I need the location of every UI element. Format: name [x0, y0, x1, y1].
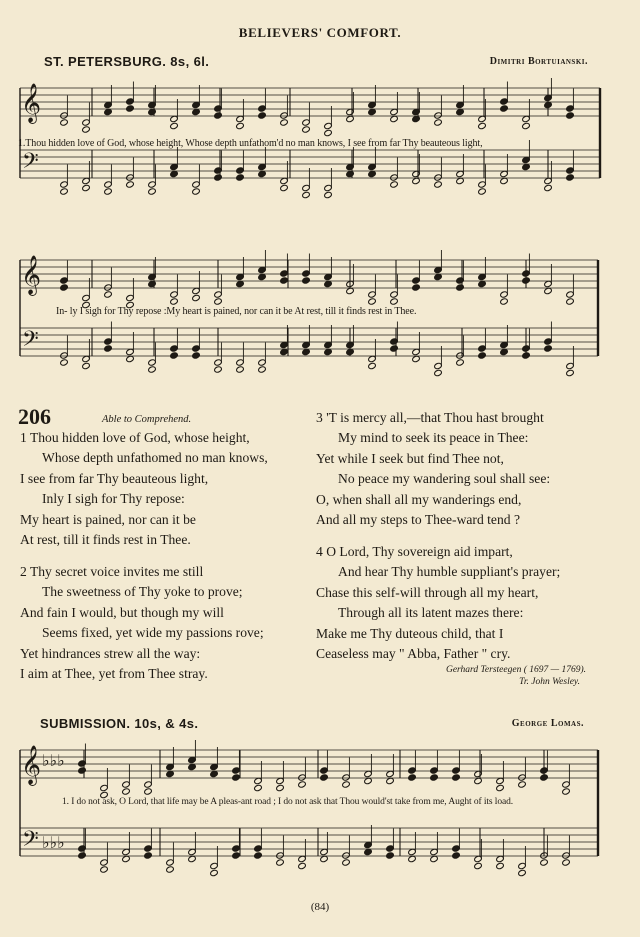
note-head [474, 862, 483, 869]
verse-line: Yet while I seek but find Thee not, [316, 450, 504, 466]
note-head [60, 188, 69, 195]
verse-4 [316, 542, 560, 664]
note-head [280, 277, 289, 284]
note-head [170, 122, 179, 129]
verse-line: O, when shall all my wanderings end, [316, 491, 522, 507]
verse-1 [20, 428, 268, 550]
note-head [192, 294, 201, 301]
note-head [210, 770, 219, 777]
note-head [408, 855, 417, 862]
note-head [214, 298, 223, 305]
note-head [82, 362, 91, 369]
note-head [364, 777, 373, 784]
note-head [412, 177, 421, 184]
verse-line: And fain I would, but though my will [20, 604, 224, 620]
note-head [232, 852, 241, 859]
lyrics-system-1: 1.Thou hidden love of God, whose height, Whose depth unfathom'd no man knows, I see from far Thy beauteous light, [18, 138, 483, 149]
note-head [276, 784, 285, 791]
note-head [126, 181, 135, 188]
note-head [126, 105, 135, 112]
note-head [298, 862, 307, 869]
note-head [496, 784, 505, 791]
note-head [78, 767, 87, 774]
note-head [562, 788, 571, 795]
note-head [522, 352, 531, 359]
hymn-subtitle: Able to Comprehend. [102, 414, 192, 425]
note-head [302, 348, 311, 355]
note-head [104, 345, 113, 352]
note-head [258, 366, 267, 373]
verse-line: My heart is pained, nor can it be [20, 511, 196, 527]
note-head [368, 362, 377, 369]
lyrics-system-2: In- ly I sigh for Thy repose :My heart is pained, nor can it be At rest, till it finds rest in Thee. [56, 306, 417, 317]
note-head [144, 788, 153, 795]
note-head [346, 287, 355, 294]
note-head [390, 345, 399, 352]
flat-icon: ♭♭♭ [42, 751, 65, 770]
note-head [192, 352, 201, 359]
attribution-translator: Tr. John Wesley. [519, 677, 580, 687]
note-head [170, 170, 179, 177]
note-head [412, 115, 421, 122]
lyrics-system-3: 1. I do not ask, O Lord, that life may be A pleas-ant road ; I do not ask that Thou would'st take from me, Aught of its load. [62, 797, 514, 807]
note-head [474, 777, 483, 784]
note-head [298, 781, 307, 788]
note-head [386, 852, 395, 859]
note-head [144, 852, 153, 859]
attribution-author: Gerhard Tersteegen ( 1697 — 1769). [445, 665, 586, 675]
note-head [346, 115, 355, 122]
hymn-number: 206 [18, 404, 51, 429]
note-head [540, 859, 549, 866]
note-head [412, 284, 421, 291]
note-head [280, 348, 289, 355]
note-head [456, 108, 465, 115]
note-head [434, 273, 443, 280]
note-head [478, 280, 487, 287]
verse-3 [316, 408, 550, 530]
note-head [78, 852, 87, 859]
note-head [544, 101, 553, 108]
note-head [236, 366, 245, 373]
note-head [214, 366, 223, 373]
note-head [346, 170, 355, 177]
note-head [544, 287, 553, 294]
note-head [258, 112, 267, 119]
note-head [324, 129, 333, 136]
treble-clef-icon: 𝄞 [21, 83, 42, 123]
note-head [188, 855, 197, 862]
note-head [170, 352, 179, 359]
verse-line: No peace my wandering soul shall see: [338, 471, 551, 487]
verse-line: Make me Thy duteous child, that I [316, 625, 504, 641]
verse-line: 3 'T is mercy all,—that Thou hast brought [316, 410, 544, 425]
verse-line: And all my steps to Thee-ward tend ? [316, 511, 520, 527]
note-head [368, 298, 377, 305]
note-head [566, 174, 575, 181]
note-head [500, 177, 509, 184]
note-head [390, 115, 399, 122]
note-head [408, 774, 417, 781]
verse-line: 2 Thy secret voice invites me still [20, 564, 204, 579]
verse-line: Seems fixed, yet wide my passions rove; [42, 625, 264, 641]
verse-line: I see from far Thy beauteous light, [20, 470, 209, 486]
note-head [368, 108, 377, 115]
running-head: BELIEVERS' COMFORT. [238, 25, 402, 40]
note-head [104, 108, 113, 115]
note-head [496, 862, 505, 869]
note-head [302, 126, 311, 133]
bass-clef-icon: 𝄢 [22, 827, 39, 857]
verse-2 [20, 562, 264, 684]
note-head [430, 774, 439, 781]
note-head [60, 359, 69, 366]
note-head [324, 280, 333, 287]
verse-line: Inly I sigh for Thy repose: [42, 491, 185, 507]
note-head [148, 108, 157, 115]
verse-line: Through all its latent mazes there: [338, 605, 524, 621]
note-head [258, 273, 267, 280]
treble-clef-icon: 𝄞 [21, 255, 42, 295]
verse-line: At rest, till it finds rest in Thee. [20, 531, 191, 547]
note-head [544, 184, 553, 191]
note-head [320, 855, 329, 862]
note-head [126, 355, 135, 362]
note-head [500, 348, 509, 355]
note-head [566, 369, 575, 376]
verse-line: And hear Thy humble suppliant's prayer; [338, 564, 561, 580]
composer-name: Dimitri Bortuianski. [489, 56, 588, 67]
note-head [346, 348, 355, 355]
note-head [148, 366, 157, 373]
note-head [254, 852, 263, 859]
note-head [430, 855, 439, 862]
note-head [324, 191, 333, 198]
note-head [214, 174, 223, 181]
note-head [456, 284, 465, 291]
note-head [192, 108, 201, 115]
note-head [390, 298, 399, 305]
verse-line: 1 Thou hidden love of God, whose height, [20, 430, 250, 445]
verse-line: The sweetness of Thy yoke to prove; [42, 584, 243, 600]
verse-line: Ceaseless may " Abba, Father " cry. [316, 645, 511, 661]
note-head [342, 781, 351, 788]
note-head [280, 184, 289, 191]
bass-clef-icon: 𝄢 [22, 149, 39, 179]
note-head [452, 774, 461, 781]
note-head [566, 112, 575, 119]
note-head [500, 298, 509, 305]
note-head [166, 770, 175, 777]
note-head [280, 119, 289, 126]
verse-line: My mind to seek its peace in Thee: [338, 430, 529, 446]
note-head [214, 112, 223, 119]
note-head [390, 181, 399, 188]
note-head [544, 345, 553, 352]
note-head [364, 848, 373, 855]
flat-icon: ♭♭♭ [42, 833, 65, 852]
note-head [82, 184, 91, 191]
note-head [456, 359, 465, 366]
note-head [522, 277, 531, 284]
note-head [236, 280, 245, 287]
note-head [456, 177, 465, 184]
note-head [342, 859, 351, 866]
note-head [104, 188, 113, 195]
note-head [562, 859, 571, 866]
note-head [254, 784, 263, 791]
note-head [434, 369, 443, 376]
note-head [276, 859, 285, 866]
verse-line: I aim at Thee, yet from Thee stray. [20, 665, 208, 681]
note-head [82, 126, 91, 133]
note-head [236, 174, 245, 181]
note-head [518, 869, 527, 876]
note-head [566, 298, 575, 305]
note-head [188, 763, 197, 770]
note-head [324, 348, 333, 355]
verse-line: Chase this self-will through all my heart, [316, 584, 539, 600]
note-head [452, 852, 461, 859]
note-head [478, 188, 487, 195]
note-head [192, 188, 201, 195]
note-head [210, 869, 219, 876]
note-head [148, 280, 157, 287]
note-head [500, 105, 509, 112]
note-head [100, 866, 109, 873]
note-head [258, 170, 267, 177]
note-head [302, 277, 311, 284]
note-head [148, 188, 157, 195]
note-head [478, 352, 487, 359]
note-head [412, 355, 421, 362]
note-head [522, 122, 531, 129]
note-head [122, 855, 131, 862]
note-head [60, 284, 69, 291]
note-head [122, 788, 131, 795]
music-system-3 [0, 740, 640, 890]
treble-clef-icon: 𝄞 [21, 745, 42, 785]
note-head [302, 191, 311, 198]
page-number: (84) [310, 901, 330, 913]
verse-line: Whose depth unfathomed no man knows, [42, 450, 268, 466]
note-head [60, 119, 69, 126]
note-head [540, 774, 549, 781]
note-head [434, 119, 443, 126]
note-head [522, 163, 531, 170]
note-head [434, 181, 443, 188]
note-head [232, 774, 241, 781]
tune-name: ST. PETERSBURG. 8s, 6l. [44, 54, 210, 69]
note-head [236, 122, 245, 129]
note-head [166, 866, 175, 873]
note-head [386, 777, 395, 784]
tune-name: SUBMISSION. 10s, & 4s. [40, 716, 199, 731]
note-head [170, 298, 179, 305]
bass-clef-icon: 𝄢 [22, 327, 39, 357]
verse-line: Yet hindrances strew all the way: [20, 645, 201, 661]
verse-line: 4 O Lord, Thy sovereign aid impart, [316, 544, 513, 559]
composer-name: George Lomas. [511, 718, 584, 729]
note-head [518, 781, 527, 788]
note-head [104, 291, 113, 298]
note-head [478, 122, 487, 129]
note-head [368, 170, 377, 177]
note-head [320, 774, 329, 781]
